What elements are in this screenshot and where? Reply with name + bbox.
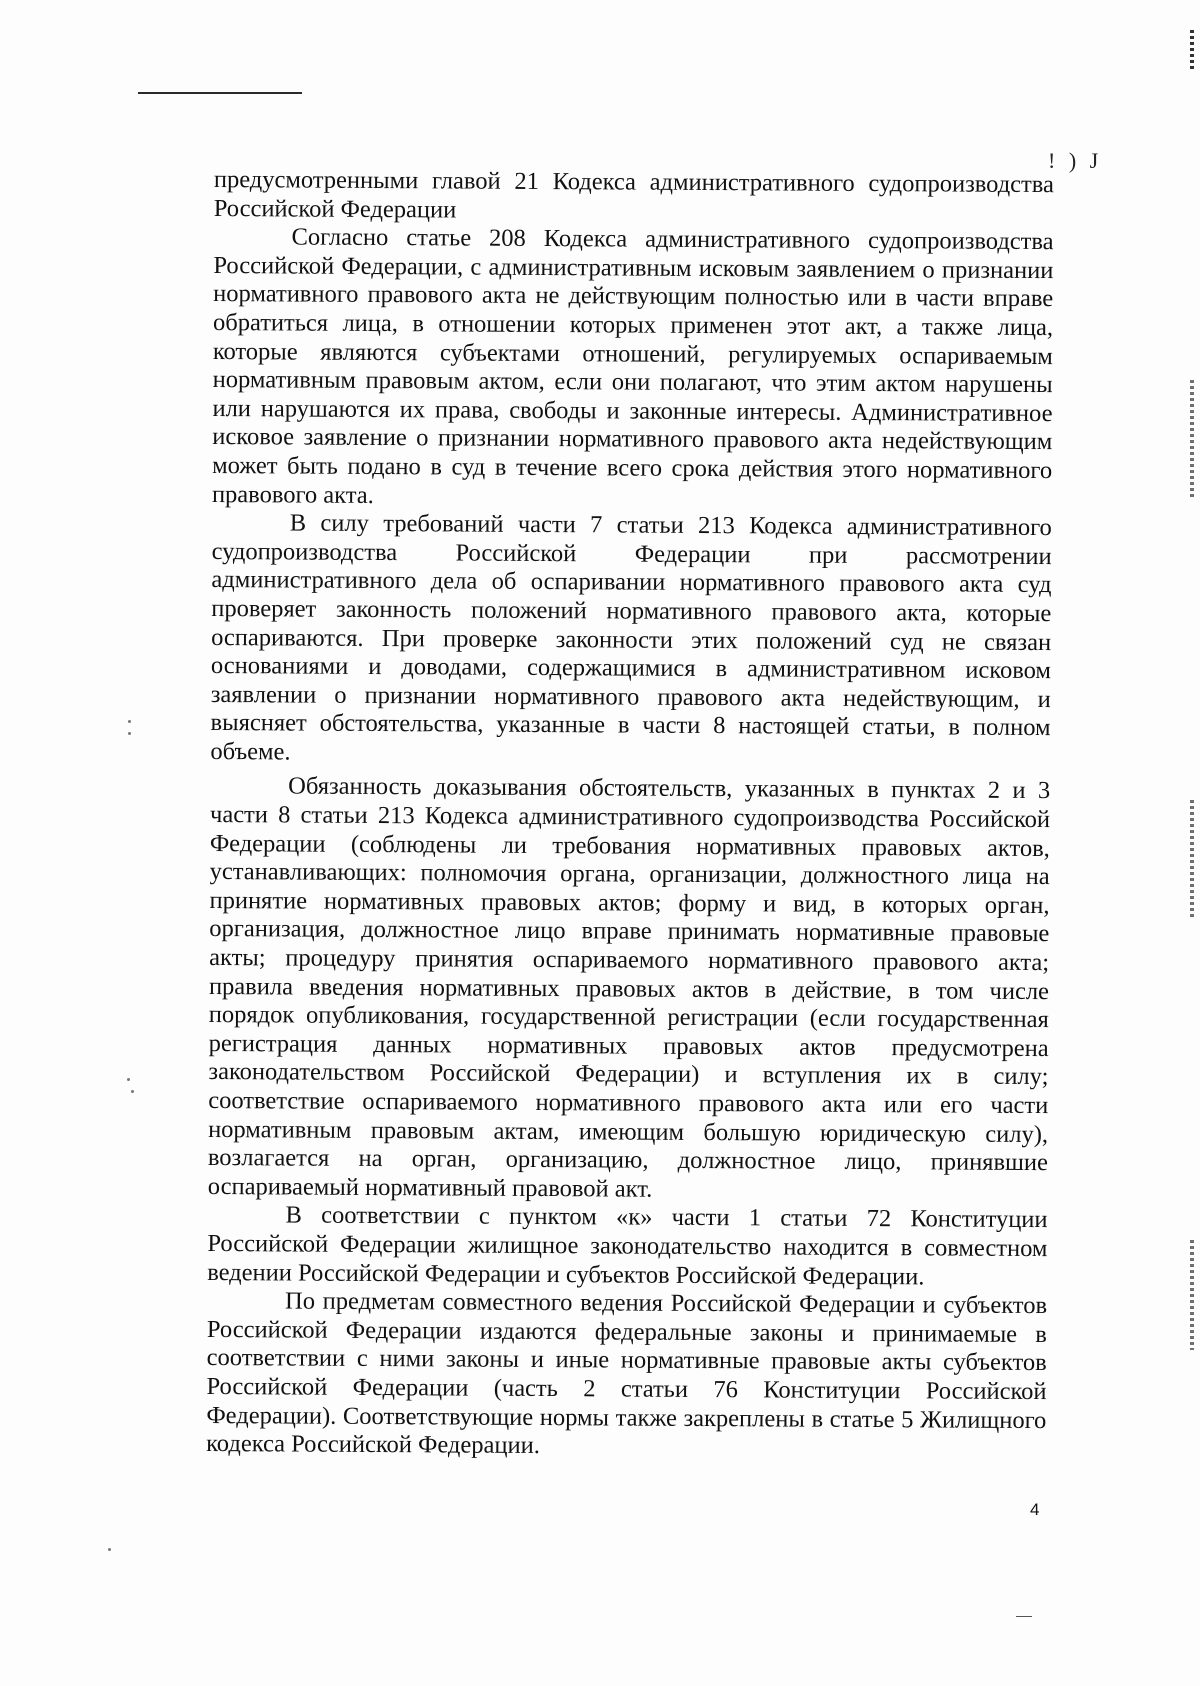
paragraph-constitution-article-76: По предметам совместного ведения Российской Федерации и субъектов Российской Федерации издаются федеральные законы и принимаемые в соответствии с ними законы и иные нормативные правовые акты субъектов Российской Федерации (часть 2 статьи 76 Конституции Российской Федерации). Соответствующие нормы также закреплены в статье 5 Жилищного кодекса Российской Федерации. [206,1287,1048,1460]
scan-edge-artifact [1190,800,1194,920]
bottom-dash-mark [1016,1616,1032,1617]
corner-handwritten-mark: ! ) J [1048,148,1103,173]
paragraph-article-208: Согласно статье 208 Кодекса административного судопроизводства Российской Федерации, с административным исковым заявлением о признании нормативного правового акта не действующим полностью или в части вправе обратиться лица, в отношении которых применен этот акт, а также лица, которые являются субъектами отношений, регулируемых оспариваемым нормативным правовым актом, если они полагают, что этим актом нарушены или нарушаются их права, свободы и законные интересы. Административное исковое заявление о признании нормативного правового акта недействующим может быть подано в суд в течение всего срока действия этого нормативного правового акта. [211,223,1054,509]
scan-speck [128,720,131,723]
scan-edge-artifact [1190,30,1194,70]
scan-edge-artifact [1190,380,1194,500]
page-number: 4 [1030,1500,1040,1519]
paragraph-constitution-article-72: В соответствии с пунктом «к» части 1 статьи 72 Конституции Российской Федерации жилищное законодательство находится в совместном ведении Российской Федерации и субъектов Российской Федерации. [207,1201,1048,1290]
paragraph-continuation: предусмотренными главой 21 Кодекса административного судопроизводства Российской Федерации [213,166,1054,224]
top-rule-line [138,92,302,94]
scan-speck [128,732,131,735]
scan-speck [127,1078,130,1081]
paragraph-article-213-part-7: В силу требований части 7 статьи 213 Кодекса административного судопроизводства Российской Федерации при рассмотрении административного дела об оспаривании нормативного правового акта суд проверяет законность положений нормативного правового акта, которые оспариваются. При проверке законности этих положений суд не связан основаниями и доводами, содержащимися в административном исковом заявлении о признании нормативного правового акта недействующим, и выясняет обстоятельства, указанные в части 8 настоящей статьи, в полном объеме. [210,509,1052,766]
document-body [206,166,1054,1464]
scan-speck [131,1090,134,1093]
paragraph-burden-of-proof: Обязанность доказывания обстоятельств, указанных в пунктах 2 и 3 части 8 статьи 213 Кодекса административного судопроизводства Российской Федерации (соблюдены ли требования нормативных правовых актов, устанавливающих: полномочия органа, организации, должностного лица на принятие нормативных правовых актов; форму и вид, в которых орган, организация, должностное лицо вправе принимать нормативные правовые акты; процедуру принятия оспариваемого нормативного правового акта; правила введения нормативных правовых актов в действие, в том числе порядок опубликования, государственной регистрации (если государственная регистрация данных нормативных правовых актов предусмотрена законодательством Российской Федерации) и вступления их в силу; соответствие оспариваемого нормативного правового акта или его части нормативным правовым актам, имеющим большую юридическую силу), возлагается на орган, организацию, должностное лицо, принявшие оспариваемый нормативный правовой акт. [207,772,1051,1203]
scan-speck [108,1548,111,1551]
scan-edge-artifact [1190,1240,1194,1350]
